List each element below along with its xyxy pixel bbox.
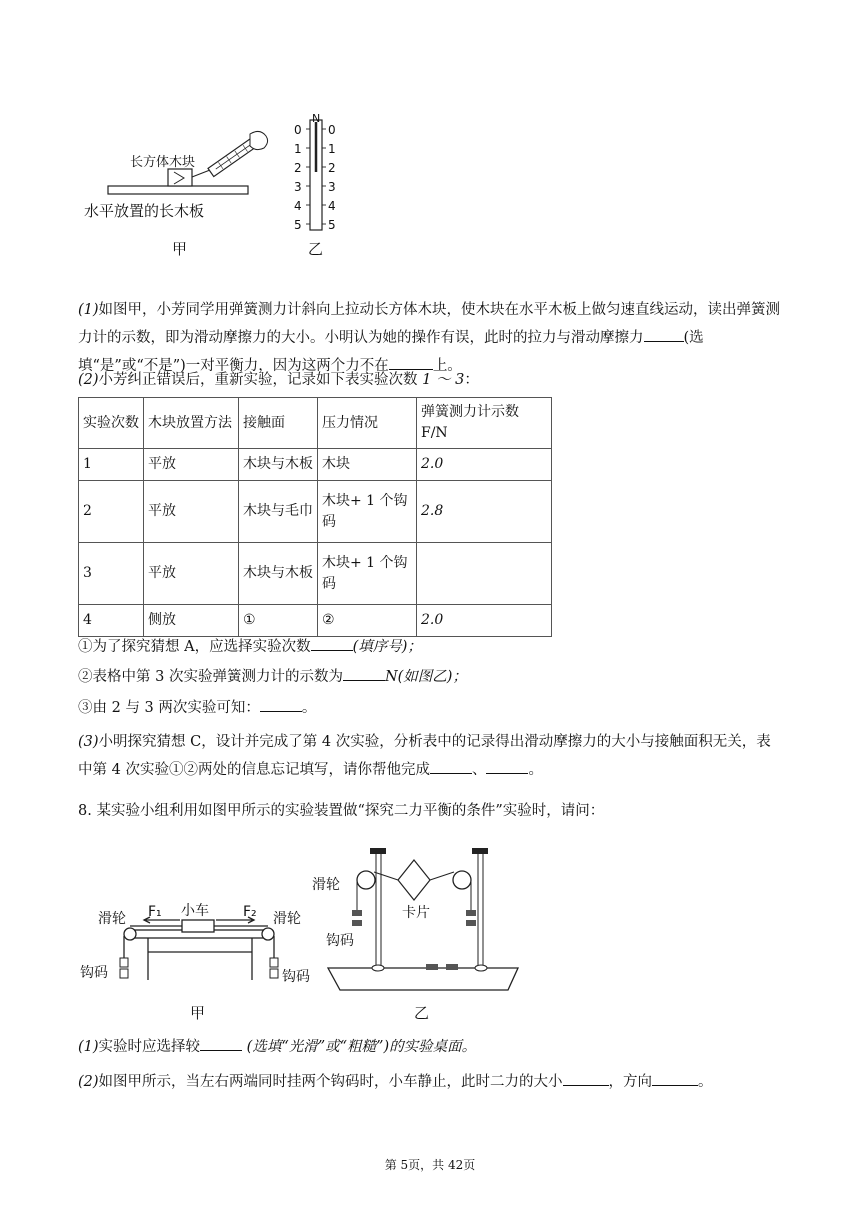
table-cell: 平放 xyxy=(144,449,239,481)
weight-label-right: 钩码 xyxy=(282,969,310,985)
answer-blank[interactable] xyxy=(200,1036,242,1051)
figure-two-force-balance xyxy=(78,830,538,1030)
tick-label: 5 xyxy=(294,218,302,232)
sub-question-1 xyxy=(78,633,783,661)
tick-label: 5 xyxy=(328,218,336,232)
board-label: 水平放置的长木板 xyxy=(84,202,205,220)
question-text: 实验时应选择较 xyxy=(98,1039,201,1055)
pulley-label-right: 滑轮 xyxy=(273,911,301,927)
tick-label: 1 xyxy=(294,142,302,156)
question-8-part-1 xyxy=(78,1033,783,1061)
figure-caption-yi: 乙 xyxy=(308,240,324,258)
question-7-part-2 xyxy=(78,366,783,394)
scale-left-ticks xyxy=(294,121,306,235)
question-text: (选填“光滑”或“粗糙”)的实验桌面。 xyxy=(246,1039,477,1055)
table-cell: 木块 xyxy=(318,449,417,481)
sub-question-text: (填序号)； xyxy=(352,639,422,655)
question-text: 小芳纠正错误后，重新实验，记录如下表实验次数 xyxy=(98,372,418,388)
question-text: ，方向 xyxy=(608,1074,653,1090)
table-header: 实验次数 xyxy=(79,398,144,449)
sub-question-text: ③由 2 与 3 两次实验可知： xyxy=(78,700,260,716)
pulley-label-b: 滑轮 xyxy=(312,877,340,893)
sub-question-3 xyxy=(78,694,783,722)
question-8-part-2 xyxy=(78,1068,783,1096)
figure-caption-yi: 乙 xyxy=(414,1004,430,1022)
question-text: (选填“是”或“不是”)一对平衡力，因为这两个力不在 xyxy=(78,330,704,374)
answer-blank[interactable] xyxy=(430,759,472,774)
table-header-row xyxy=(79,398,552,449)
figure-friction xyxy=(78,112,378,262)
question-text: 。 xyxy=(528,762,543,778)
table-cell: 1 xyxy=(79,449,144,481)
question-7-part-3 xyxy=(78,728,783,784)
question-8 xyxy=(78,797,783,825)
card-label: 卡片 xyxy=(402,905,430,921)
experiment-table xyxy=(78,397,552,637)
sub-question-2 xyxy=(78,663,783,691)
table-cell: 侧放 xyxy=(144,605,239,637)
table-cell: 2.0 xyxy=(417,605,552,637)
block-label: 长方体木块 xyxy=(130,155,196,170)
answer-blank[interactable] xyxy=(652,1071,698,1086)
table-cell: 木块+ 1 个钩码 xyxy=(318,481,417,543)
sub-question-text: ②表格中第 3 次实验弹簧测力计的示数为 xyxy=(78,669,343,685)
sub-question-text: ①为了探究猜想 A，应选择实验次数 xyxy=(78,639,311,655)
tick-label: 4 xyxy=(328,199,336,213)
weight-label-b: 钩码 xyxy=(326,933,354,949)
figure-caption-jia: 甲 xyxy=(190,1004,206,1022)
table-cell: 平放 xyxy=(144,543,239,605)
part-number: (3) xyxy=(78,734,99,750)
table-header: 木块放置方法 xyxy=(144,398,239,449)
weight-label-left: 钩码 xyxy=(80,965,108,981)
table-cell: ② xyxy=(318,605,417,637)
tick-label: 1 xyxy=(328,142,336,156)
sub-question-text: N(如图乙)； xyxy=(384,669,467,685)
table-cell: 2 xyxy=(79,481,144,543)
table-header: 压力情况 xyxy=(318,398,417,449)
table-row xyxy=(79,481,552,543)
balance-setup-diagram xyxy=(78,830,538,1030)
question-text: 如图甲，小芳同学用弹簧测力计斜向上拉动长方体木块，使木块在水平木板上做匀速直线运动，读出弹簧测力计的示数，即为滑动摩擦力的大小。小明认为她的操作有误，此时的拉力与滑动摩擦力 xyxy=(78,302,781,346)
part-number: (2) xyxy=(78,372,99,388)
cart-label: 小车 xyxy=(181,903,209,919)
tick-label: 0 xyxy=(294,123,302,137)
table-cell: 4 xyxy=(79,605,144,637)
separator: 、 xyxy=(471,762,487,778)
table-cell: 木块与木板 xyxy=(239,543,318,605)
figure-caption-jia: 甲 xyxy=(172,240,188,258)
answer-blank[interactable] xyxy=(260,697,302,712)
table-header: 接触面 xyxy=(239,398,318,449)
force-label-f1: F₁ xyxy=(148,904,162,920)
pulley-label-left: 滑轮 xyxy=(98,911,126,927)
table-cell: 3 xyxy=(79,543,144,605)
table-cell: 木块与毛巾 xyxy=(239,481,318,543)
scale-right-ticks xyxy=(328,121,340,235)
scale-unit-label: N xyxy=(312,112,321,125)
table-header: 弹簧测力计示数 F/N xyxy=(417,398,552,449)
answer-blank[interactable] xyxy=(486,759,528,774)
answer-blank[interactable] xyxy=(343,666,385,681)
page-footer: 第 5页，共 42页 xyxy=(384,1158,476,1172)
question-text: 上。 xyxy=(432,358,462,374)
table-cell: 2.8 xyxy=(417,481,552,543)
part-number: (1) xyxy=(78,302,99,318)
table-cell: 木块+ 1 个钩码 xyxy=(318,543,417,605)
question-text: 如图甲所示，当左右两端同时挂两个钩码时，小车静止，此时二力的大小 xyxy=(98,1074,563,1090)
force-label-f2: F₂ xyxy=(243,904,257,920)
tick-label: 3 xyxy=(328,180,336,194)
question-text: 。 xyxy=(698,1074,713,1090)
table-cell: ① xyxy=(239,605,318,637)
tick-label: 2 xyxy=(294,161,302,175)
table-cell: 木块与木板 xyxy=(239,449,318,481)
sub-question-text: 。 xyxy=(301,700,317,716)
table-row xyxy=(79,543,552,605)
part-number: (2) xyxy=(78,1074,99,1090)
answer-blank[interactable] xyxy=(563,1071,609,1086)
table-row xyxy=(79,605,552,637)
table-cell: 2.0 xyxy=(417,449,552,481)
answer-blank[interactable] xyxy=(644,327,684,342)
question-text: 8. 某实验小组利用如图甲所示的实验装置做“探究二力平衡的条件”实验时，请问： xyxy=(78,803,605,819)
question-text: ： xyxy=(464,372,479,388)
question-text: 小明探究猜想 C，设计并完成了第 4 次实验，分析表中的记录得出滑动摩擦力的大小与接触面积无关，表中第 4 次实验①②两处的信息忘记填写，请你帮他完成 xyxy=(78,734,771,778)
tick-label: 3 xyxy=(294,180,302,194)
table-cell: 平放 xyxy=(144,481,239,543)
answer-blank[interactable] xyxy=(311,636,353,651)
table-cell xyxy=(417,543,552,605)
table-row xyxy=(79,449,552,481)
trial-range: 1 ～ 3 xyxy=(422,372,465,388)
part-number: (1) xyxy=(78,1039,99,1055)
tick-label: 2 xyxy=(328,161,336,175)
tick-label: 4 xyxy=(294,199,302,213)
tick-label: 0 xyxy=(328,123,336,137)
